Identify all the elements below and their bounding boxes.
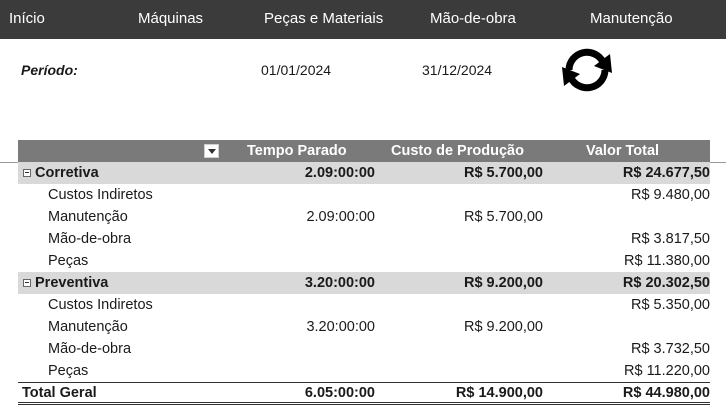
- table-row: [18, 250, 710, 272]
- top-navigation: [0, 0, 726, 39]
- row-label: Peças: [48, 253, 89, 269]
- cell-valor: R$ 44.980,00: [622, 385, 710, 401]
- cell-valor: R$ 5.350,00: [630, 297, 710, 313]
- cell-custo: R$ 9.200,00: [463, 275, 543, 291]
- group-label: Corretiva: [35, 165, 99, 181]
- table-row: [18, 206, 710, 228]
- table-row: [18, 184, 710, 206]
- table-row: [18, 338, 710, 360]
- cell-custo: R$ 14.900,00: [455, 385, 543, 401]
- nav-maquinas[interactable]: Máquinas: [138, 10, 204, 27]
- refresh-icon: [556, 44, 618, 96]
- collapse-minus-icon[interactable]: [23, 279, 31, 287]
- cell-tempo: 6.05:00:00: [304, 385, 375, 401]
- cell-custo: R$ 5.700,00: [463, 165, 543, 181]
- cell-valor: R$ 20.302,50: [622, 275, 710, 291]
- table-row: [18, 294, 710, 316]
- cell-tempo: 3.20:00:00: [306, 319, 375, 335]
- row-label: Mão-de-obra: [48, 341, 132, 357]
- periodo-end-date[interactable]: 31/12/2024: [422, 62, 493, 78]
- nav-inicio[interactable]: Início: [9, 10, 45, 27]
- group-row-corretiva: [18, 162, 710, 184]
- periodo-label: Período:: [21, 62, 78, 78]
- row-label: Peças: [48, 363, 89, 379]
- header-custo-producao: Custo de Produção: [391, 143, 524, 159]
- nav-mao-de-obra[interactable]: Mão-de-obra: [430, 10, 516, 27]
- header-valor-total: Valor Total: [586, 143, 660, 159]
- cell-valor: R$ 3.817,50: [630, 231, 710, 247]
- total-label: Total Geral: [22, 385, 97, 401]
- nav-pecas-materiais[interactable]: Peças e Materiais: [264, 10, 384, 27]
- table-row: [18, 360, 710, 382]
- cell-valor: R$ 11.220,00: [624, 363, 710, 379]
- group-row-preventiva: [18, 272, 710, 294]
- dropdown-filter-icon[interactable]: [204, 144, 219, 158]
- header-tempo-parado: Tempo Parado: [247, 143, 347, 159]
- total-row: [18, 382, 710, 405]
- cell-valor: R$ 24.677,50: [622, 165, 710, 181]
- cell-tempo: 2.09:00:00: [304, 165, 375, 181]
- group-label: Preventiva: [35, 275, 109, 291]
- refresh-button[interactable]: [556, 44, 618, 96]
- row-label: Mão-de-obra: [48, 231, 132, 247]
- row-label: Custos Indiretos: [48, 187, 153, 203]
- table-row: [18, 316, 710, 338]
- row-label: Manutenção: [48, 209, 128, 225]
- row-label: Manutenção: [48, 319, 128, 335]
- cell-valor: R$ 11.380,00: [624, 253, 710, 269]
- row-label: Custos Indiretos: [48, 297, 153, 313]
- table-row: [18, 228, 710, 250]
- cell-valor: R$ 3.732,50: [630, 341, 710, 357]
- cell-custo: R$ 5.700,00: [463, 209, 543, 225]
- cell-tempo: 3.20:00:00: [304, 275, 375, 291]
- cell-custo: R$ 9.200,00: [463, 319, 543, 335]
- cell-tempo: 2.09:00:00: [306, 209, 375, 225]
- nav-manutencao[interactable]: Manutenção: [590, 10, 673, 27]
- cell-valor: R$ 9.480,00: [630, 187, 710, 203]
- periodo-start-date[interactable]: 01/01/2024: [261, 62, 332, 78]
- pivot-header: [18, 140, 710, 162]
- collapse-minus-icon[interactable]: [23, 169, 31, 177]
